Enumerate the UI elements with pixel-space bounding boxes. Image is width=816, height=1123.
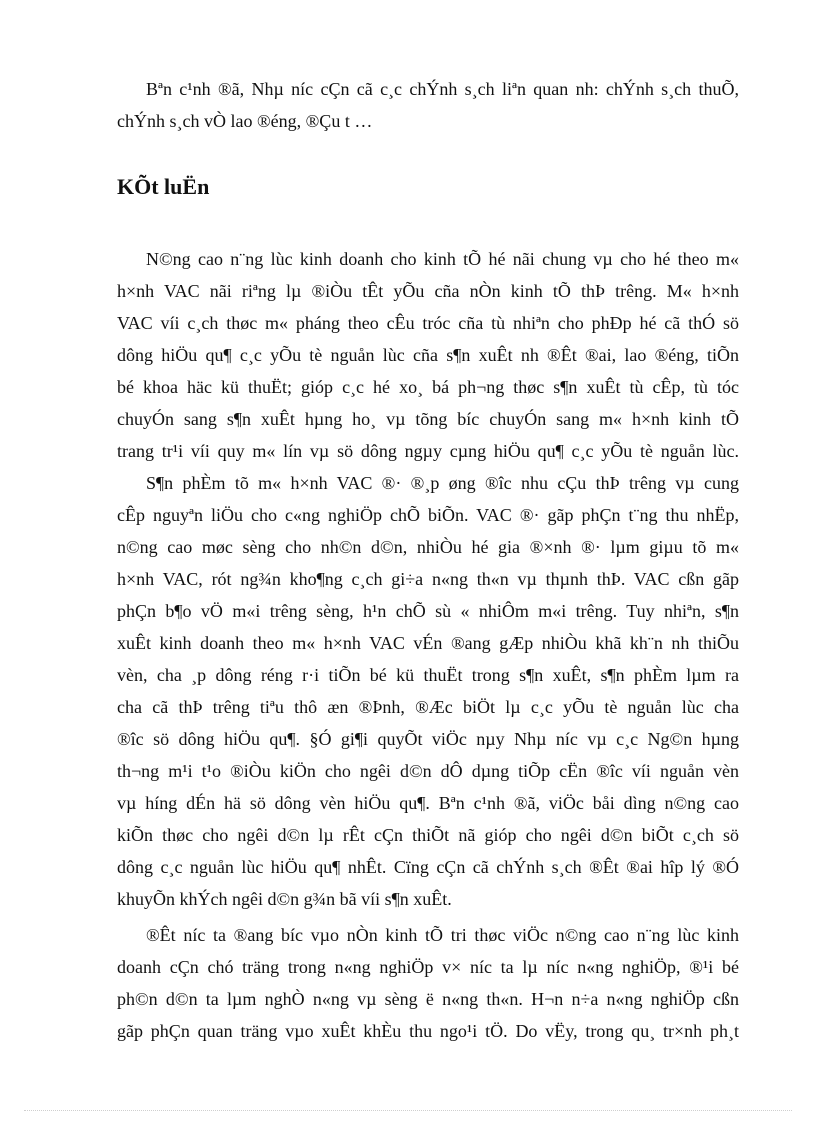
text-line: h×nh VAC, rót ng¾n kho¶ng c¸ch gi÷a n«ng th«n vµ thµnh thÞ. VAC cßn gãp <box>117 569 739 589</box>
text-line: vµ híng dÉn hä sö dông vèn hiÖu qu¶. Bªn c¹nh ®ã, viÖc båi dìng n©ng cao <box>117 793 739 813</box>
text-line: gãp phÇn quan träng vµo xuÊt khÈu thu ngo¹i tÖ. Do vËy, trong qu¸ tr×nh ph¸t <box>117 1021 739 1041</box>
text-line: xuÊt kinh doanh theo m« h×nh VAC vÉn ®ang gÆp nhiÒu khã kh¨n nh thiÕu <box>117 633 739 653</box>
text-line: chÝnh s¸ch vÒ lao ®éng, ®Çu t … <box>117 111 373 131</box>
text-line: chuyÓn sang s¶n xuÊt hµng ho¸ vµ tõng bíc chuyÓn sang m« h×nh kinh tÕ <box>117 409 739 429</box>
text-line: trang tr¹i víi quy m« lín vµ sö dông ngµy cµng hiÖu qu¶ c¸c yÕu tè nguån lùc. <box>117 441 739 461</box>
text-line: kiÕn thøc cho ngêi d©n lµ rÊt cÇn thiÕt nã gióp cho ngêi d©n biÕt c¸ch sö <box>117 825 739 845</box>
text-line: S¶n phÈm tõ m« h×nh VAC ®· ®¸p øng ®îc nhu cÇu thÞ trêng vµ cung <box>146 473 739 493</box>
text-line: ®îc sö dông hiÖu qu¶. §Ó gi¶i quyÕt viÖc nµy Nhµ níc vµ c¸c Ng©n hµng <box>117 729 739 749</box>
section-heading: KÕt luËn <box>117 174 210 199</box>
text-line: h×nh VAC nãi riªng lµ ®iÒu tÊt yÕu cña nÒn kinh tÕ thÞ trêng. M« h×nh <box>117 281 739 301</box>
text-line: dông hiÖu qu¶ c¸c yÕu tè nguån lùc cña s¶n xuÊt nh ®Êt ®ai, lao ®éng, tiÕn <box>117 345 739 365</box>
text-line: ®Êt níc ta ®ang bíc vµo nÒn kinh tÕ tri thøc viÖc n©ng cao n¨ng lùc kinh <box>146 925 739 945</box>
text-line: N©ng cao n¨ng lùc kinh doanh cho kinh tÕ hé nãi chung vµ cho hé theo m« <box>146 249 739 269</box>
text-line: Bªn c¹nh ®ã, Nhµ níc cÇn cã c¸c chÝnh s¸ch liªn quan nh: chÝnh s¸ch thuÕ, <box>146 79 739 99</box>
text-line: VAC víi c¸ch thøc m« pháng theo cÊu tróc cña tù nhiªn cho phÐp hé cã thÓ sö <box>117 313 739 333</box>
text-line: vèn, cha ¸p dông réng r·i tiÕn bé kü thuËt trong s¶n xuÊt, s¶n phÈm lµm ra <box>117 665 739 685</box>
page-footer-divider <box>24 1110 792 1111</box>
text-line: cha cã thÞ trêng tiªu thô æn ®Þnh, ®Æc biÖt lµ c¸c yÕu tè nguån lùc cha <box>117 697 739 717</box>
text-line: cÊp nguyªn liÖu cho c«ng nghiÖp chÕ biÕn. VAC ®· gãp phÇn t¨ng thu nhËp, <box>117 505 739 525</box>
text-line: dông c¸c nguån lùc hiÖu qu¶ nhÊt. Cïng cÇn cã chÝnh s¸ch ®Êt ®ai hîp lý ®Ó <box>117 857 739 877</box>
text-line: khuyÕn khÝch ngêi d©n g¾n bã víi s¶n xuÊt. <box>117 889 452 909</box>
text-line: ph©n d©n ta lµm nghÒ n«ng vµ sèng ë n«ng th«n. H¬n n÷a n«ng nghiÖp cßn <box>117 989 739 1009</box>
text-line: n©ng cao møc sèng cho nh©n d©n, nhiÒu hé gia ®×nh ®· lµm giµu tõ m« <box>117 537 739 557</box>
text-line: bé khoa häc kü thuËt; gióp c¸c hé xo¸ bá ph¬ng thøc s¶n xuÊt tù cÊp, tù tóc <box>117 377 739 397</box>
text-line: th¬ng m¹i t¹o ®iÒu kiÖn cho ngêi d©n dÔ dµng tiÕp cËn ®îc víi nguån vèn <box>117 761 739 781</box>
text-line: phÇn b¶o vÖ m«i trêng sèng, h¹n chÕ sù « nhiÔm m«i trêng. Tuy nhiªn, s¶n <box>117 601 739 621</box>
text-line: doanh cÇn chó träng trong n«ng nghiÖp v× níc ta lµ níc n«ng nghiÖp, ®¹i bé <box>117 957 739 977</box>
